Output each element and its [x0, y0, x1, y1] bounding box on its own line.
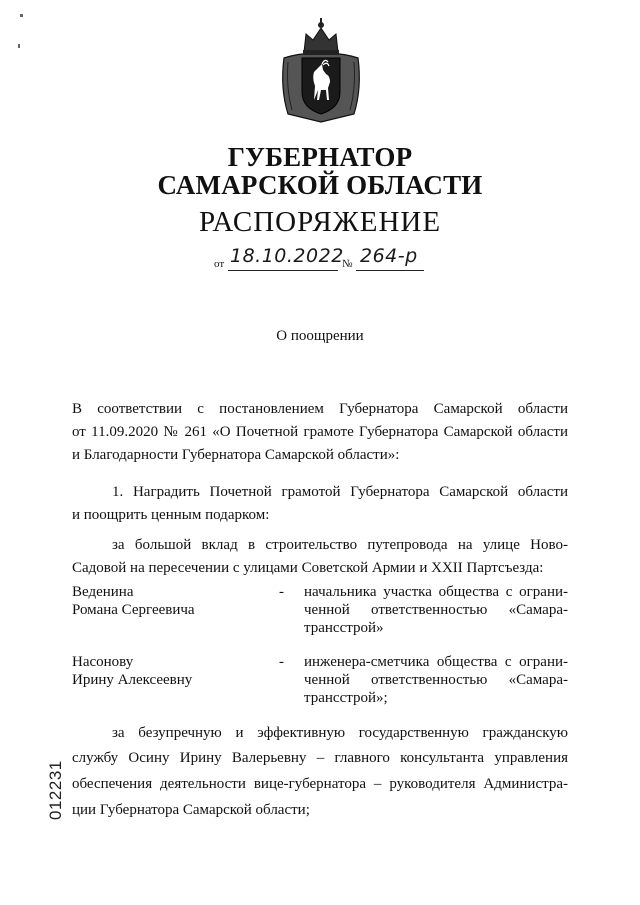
paragraph-line: Садовой на пересечении с улицами Советской Армии и XXII Партсъезда: — [72, 560, 544, 576]
paragraph-line: за большой вклад в строительство путепровода на улице Ново- — [112, 537, 568, 553]
scan-mark — [18, 44, 20, 48]
paragraph-line: службу Осину Ирину Валерьевну – главного консультанта управления — [72, 750, 568, 766]
paragraph-line: В соответствии с постановлением Губернатора Самарской области — [72, 401, 568, 417]
awardee-role-line: ченной ответственностью «Самара- — [304, 602, 568, 618]
date-underline — [228, 270, 338, 271]
paragraph-line: и Благодарности Губернатора Самарской области»: — [72, 447, 400, 463]
paragraph-line: за безупречную и эффективную государственную гражданскую — [112, 725, 568, 741]
awardee-surname: Насонову — [72, 654, 134, 670]
serial-number-vertical: 012231 — [46, 760, 65, 820]
awardee-dash: - — [279, 654, 284, 670]
paragraph-line: обеспечения деятельности вице-губернатора – руководителя Администра- — [72, 776, 568, 792]
number-underline — [356, 270, 424, 271]
awardee-role-line: ченной ответственностью «Самара- — [304, 672, 568, 688]
scan-mark — [20, 14, 23, 17]
governor-title-line2: САМАРСКОЙ ОБЛАСТИ — [157, 170, 483, 200]
awardee-given-names: Ирину Алексеевну — [72, 672, 193, 688]
document-subject: О поощрении — [276, 328, 364, 344]
awardee-given-names: Романа Сергеевича — [72, 602, 195, 618]
paragraph-line: и поощрить ценным подарком: — [72, 507, 270, 523]
order-date-handwritten: 18.10.2022 — [230, 245, 344, 267]
awardee-role-line: трансстрой» — [304, 620, 384, 636]
date-prefix: от — [214, 258, 225, 270]
paragraph-line: 1. Наградить Почетной грамотой Губернатора Самарской области — [112, 484, 568, 500]
paragraph-line: от 11.09.2020 № 261 «О Почетной грамоте Губернатора Самарской области — [72, 424, 568, 440]
number-prefix: № — [342, 258, 353, 270]
document-type-title: РАСПОРЯЖЕНИЕ — [198, 206, 442, 238]
awardee-dash: - — [279, 584, 284, 600]
governor-title-line1: ГУБЕРНАТОР — [227, 142, 413, 172]
awardee-surname: Веденина — [72, 584, 134, 600]
awardee-role-line: инженера-сметчика общества с ограни- — [304, 654, 568, 670]
coat-of-arms-emblem — [278, 18, 364, 126]
order-number-handwritten: 264-р — [360, 245, 418, 267]
awardee-role-line: начальника участка общества с ограни- — [304, 584, 568, 600]
awardee-role-line: трансстрой»; — [304, 690, 388, 706]
order-date-number-line — [214, 246, 454, 274]
paragraph-line: ции Губернатора Самарской области; — [72, 802, 310, 818]
